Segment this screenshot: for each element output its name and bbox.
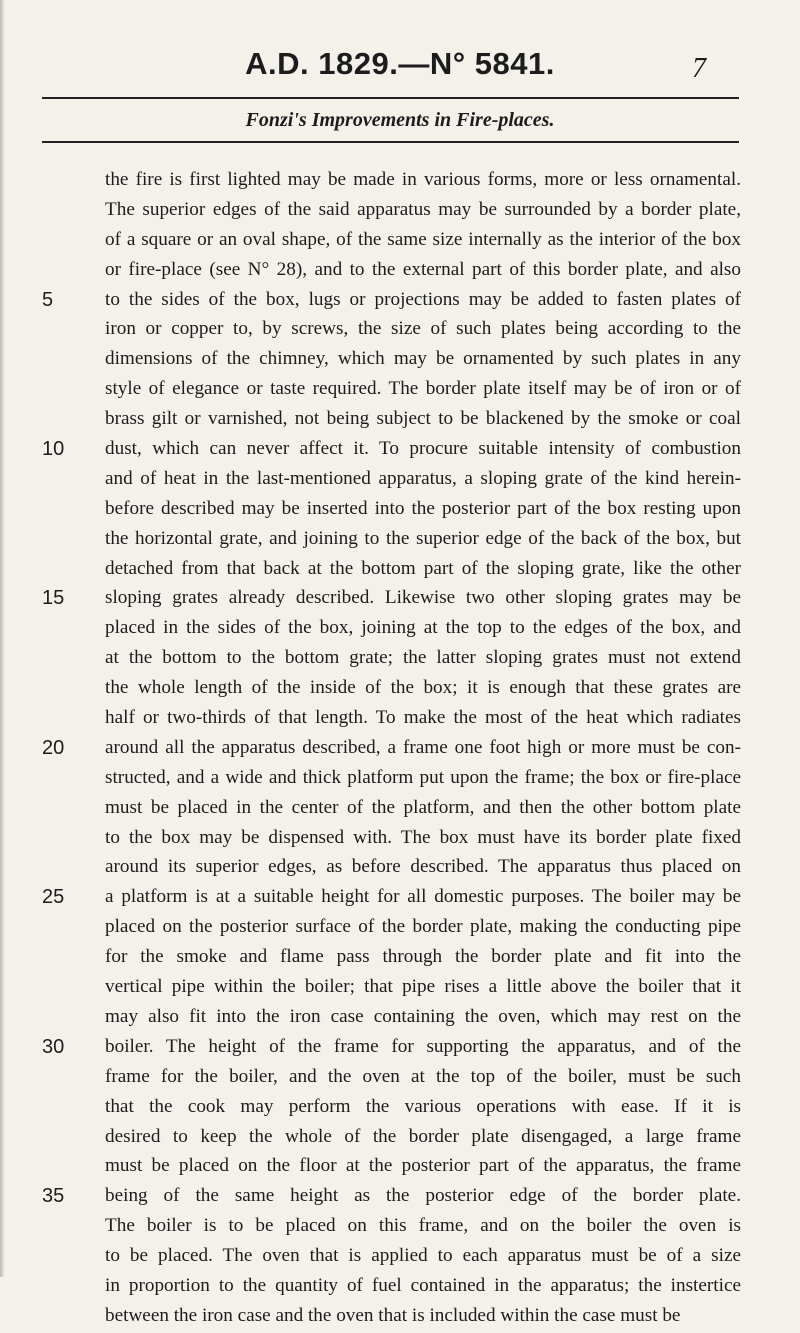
line-text: detached from that back at the bottom part of the sloping grate, like the other <box>105 557 741 579</box>
text-line <box>0 795 800 825</box>
line-text: for the smoke and flame pass through the border plate and fit into the <box>105 946 741 968</box>
line-text: placed on the posterior surface of the border plate, making the conducting pipe <box>105 916 741 938</box>
line-text: a platform is at a suitable height for all domestic purposes. The boiler may be <box>105 886 741 908</box>
text-line <box>0 436 800 466</box>
text-line <box>0 257 800 287</box>
text-line <box>0 1004 800 1034</box>
text-line <box>0 376 800 406</box>
line-text: around all the apparatus described, a frame one foot high or more must be con- <box>105 736 741 758</box>
line-text: of a square or an oval shape, of the same size internally as the interior of the box <box>105 228 741 250</box>
line-number: 30 <box>42 1035 65 1058</box>
line-text: brass gilt or varnished, not being subject to be blackened by the smoke or coal <box>105 408 741 430</box>
line-text: dimensions of the chimney, which may be ornamented by such plates in any <box>105 348 741 370</box>
text-line <box>0 227 800 257</box>
line-text: must be placed on the floor at the posterior part of the apparatus, the frame <box>105 1155 741 1177</box>
text-line <box>0 765 800 795</box>
line-text: and of heat in the last-mentioned apparatus, a sloping grate of the kind herein- <box>105 467 741 489</box>
text-line <box>0 1303 800 1333</box>
line-text: that the cook may perform the various operations with ease. If it is <box>105 1095 741 1117</box>
text-line <box>0 346 800 376</box>
text-line <box>0 645 800 675</box>
line-number: 20 <box>42 736 65 759</box>
line-text: must be placed in the center of the platform, and then the other bottom plate <box>105 796 741 818</box>
page-number: 7 <box>692 53 706 84</box>
text-line <box>0 316 800 346</box>
text-line <box>0 1034 800 1064</box>
line-text: frame for the boiler, and the oven at the top of the boiler, must be such <box>105 1065 741 1087</box>
line-text: sloping grates already described. Likewise two other sloping grates may be <box>105 587 741 609</box>
text-line <box>0 735 800 765</box>
line-text: the horizontal grate, and joining to the superior edge of the back of the box, but <box>105 527 741 549</box>
line-text: the fire is first lighted may be made in various forms, more or less ornamental. <box>105 169 741 190</box>
running-head: Fonzi's Improvements in Fire-places. <box>245 109 555 131</box>
line-number: 35 <box>42 1185 65 1208</box>
text-line <box>0 1243 800 1273</box>
text-line <box>0 1183 800 1213</box>
text-line <box>0 615 800 645</box>
line-text: around its superior edges, as before described. The apparatus thus placed on <box>105 856 741 878</box>
line-text: to the sides of the box, lugs or projections may be added to fasten plates of <box>105 288 741 310</box>
text-line <box>0 167 800 197</box>
text-line <box>0 1064 800 1094</box>
line-number: 5 <box>42 288 54 311</box>
text-line <box>0 1213 800 1243</box>
text-line <box>0 825 800 855</box>
text-line <box>0 914 800 944</box>
line-text: between the iron case and the oven that is included within the case must be <box>105 1304 681 1326</box>
line-text: or fire-place (see N° 28), and to the external part of this border plate, and also <box>105 258 741 280</box>
line-text: to be placed. The oven that is applied to each apparatus must be of a size <box>105 1245 741 1267</box>
line-text: placed in the sides of the box, joining at the top to the edges of the box, and <box>105 617 741 639</box>
text-line <box>0 556 800 586</box>
body-text <box>0 167 800 1333</box>
header-rule-bottom <box>42 141 739 143</box>
text-line <box>0 675 800 705</box>
line-text: structed, and a wide and thick platform put upon the frame; the box or fire-place <box>105 766 741 788</box>
line-text: desired to keep the whole of the border plate disengaged, a large frame <box>105 1125 741 1147</box>
text-line <box>0 974 800 1004</box>
text-line <box>0 1153 800 1183</box>
line-text: vertical pipe within the boiler; that pipe rises a little above the boiler that it <box>105 976 741 998</box>
line-text: half or two-thirds of that length. To make the most of the heat which radiates <box>105 707 741 729</box>
line-number: 15 <box>42 587 65 610</box>
text-line <box>0 1094 800 1124</box>
page-header-title: A.D. 1829.—N° 5841. <box>245 46 555 81</box>
header-rule-top <box>42 97 739 99</box>
text-line <box>0 466 800 496</box>
line-text: in proportion to the quantity of fuel contained in the apparatus; the instertice <box>105 1274 741 1296</box>
text-line <box>0 884 800 914</box>
line-number: 25 <box>42 886 65 909</box>
text-line <box>0 496 800 526</box>
text-line <box>0 1124 800 1154</box>
text-line <box>0 287 800 317</box>
line-text: dust, which can never affect it. To procure suitable intensity of combustion <box>105 438 741 460</box>
line-text: being of the same height as the posterior edge of the border plate. <box>105 1185 741 1207</box>
line-text: The boiler is to be placed on this frame, and on the boiler the oven is <box>105 1215 741 1237</box>
text-line <box>0 944 800 974</box>
text-line <box>0 705 800 735</box>
line-text: at the bottom to the bottom grate; the latter sloping grates must not extend <box>105 647 741 669</box>
line-text: The superior edges of the said apparatus may be surrounded by a border plate, <box>105 198 741 220</box>
line-text: to the box may be dispensed with. The box must have its border plate fixed <box>105 826 741 848</box>
line-number: 10 <box>42 438 65 461</box>
text-line <box>0 526 800 556</box>
line-text: iron or copper to, by screws, the size of such plates being according to the <box>105 318 741 340</box>
line-text: before described may be inserted into the posterior part of the box resting upon <box>105 497 741 519</box>
line-text: the whole length of the inside of the box; it is enough that these grates are <box>105 677 741 699</box>
line-text: may also fit into the iron case containing the oven, which may rest on the <box>105 1005 741 1027</box>
text-line <box>0 1273 800 1303</box>
text-line <box>0 197 800 227</box>
text-line <box>0 854 800 884</box>
line-text: style of elegance or taste required. The border plate itself may be of iron or of <box>105 378 741 400</box>
text-line <box>0 406 800 436</box>
line-text: boiler. The height of the frame for supporting the apparatus, and of the <box>105 1035 741 1057</box>
text-line <box>0 585 800 615</box>
